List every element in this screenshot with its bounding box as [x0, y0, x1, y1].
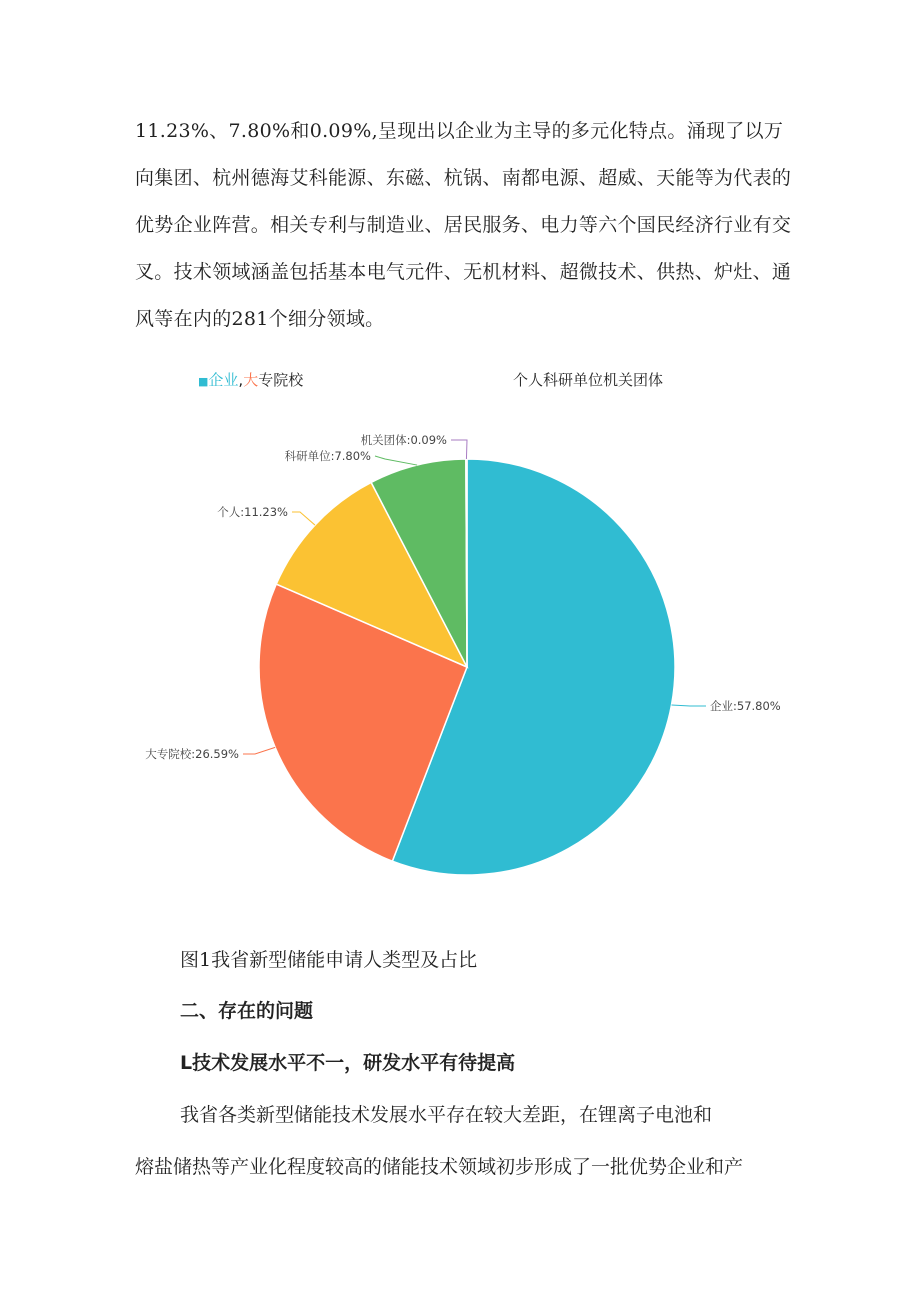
slice-label-1: 大专院校:26.59%: [145, 747, 239, 761]
body-line-1: 我省各类新型储能技术发展水平存在较大差距，在锂离子电池和: [180, 1104, 713, 1126]
legend-item-university-rest: 专院校: [258, 371, 304, 389]
legend-right: 个人科研单位机关团体: [513, 371, 664, 389]
slice-label-2: 个人:11.23%: [217, 505, 288, 519]
body-line-2: 熔盐储热等产业化程度较高的储能技术领域初步形成了一批优势企业和产: [135, 1156, 744, 1178]
intro-paragraph: 11.23%、7.80%和0.09%,呈现出以企业为主导的多元化特点。涌现了以万向集团、杭州德海艾科能源、东磁、杭锅、南都电源、超威、天能等为代表的优势企业阵营。相关专利与制造业、居民服务、电力等六个国民经济行业有交叉。技术领域涵盖包括基本电气元件、无机材料、超微技术、供热、炉灶、通风等在内的281个细分领域。: [135, 120, 792, 330]
section-heading: 二、存在的问题: [180, 1000, 314, 1022]
leader-line-1: [243, 747, 275, 754]
slice-label-3: 科研单位:7.80%: [284, 449, 371, 463]
leader-line-0: [672, 705, 706, 706]
slice-label-4: 机关团体:0.09%: [360, 433, 447, 447]
leader-line-2: [292, 512, 315, 525]
slice-label-0: 企业:57.80%: [710, 699, 781, 713]
subheading: L技术发展水平不一，研发水平有待提高: [180, 1052, 516, 1074]
legend-item-university-prefix: 大: [243, 371, 259, 389]
legend-marker: ■: [198, 375, 209, 388]
legend-item-enterprise: 企业: [208, 371, 239, 389]
leader-line-4: [451, 440, 467, 459]
leader-line-3: [375, 456, 417, 465]
figure-caption: 图1我省新型储能申请人类型及占比: [180, 949, 478, 971]
legend-separator: ,: [238, 371, 244, 389]
